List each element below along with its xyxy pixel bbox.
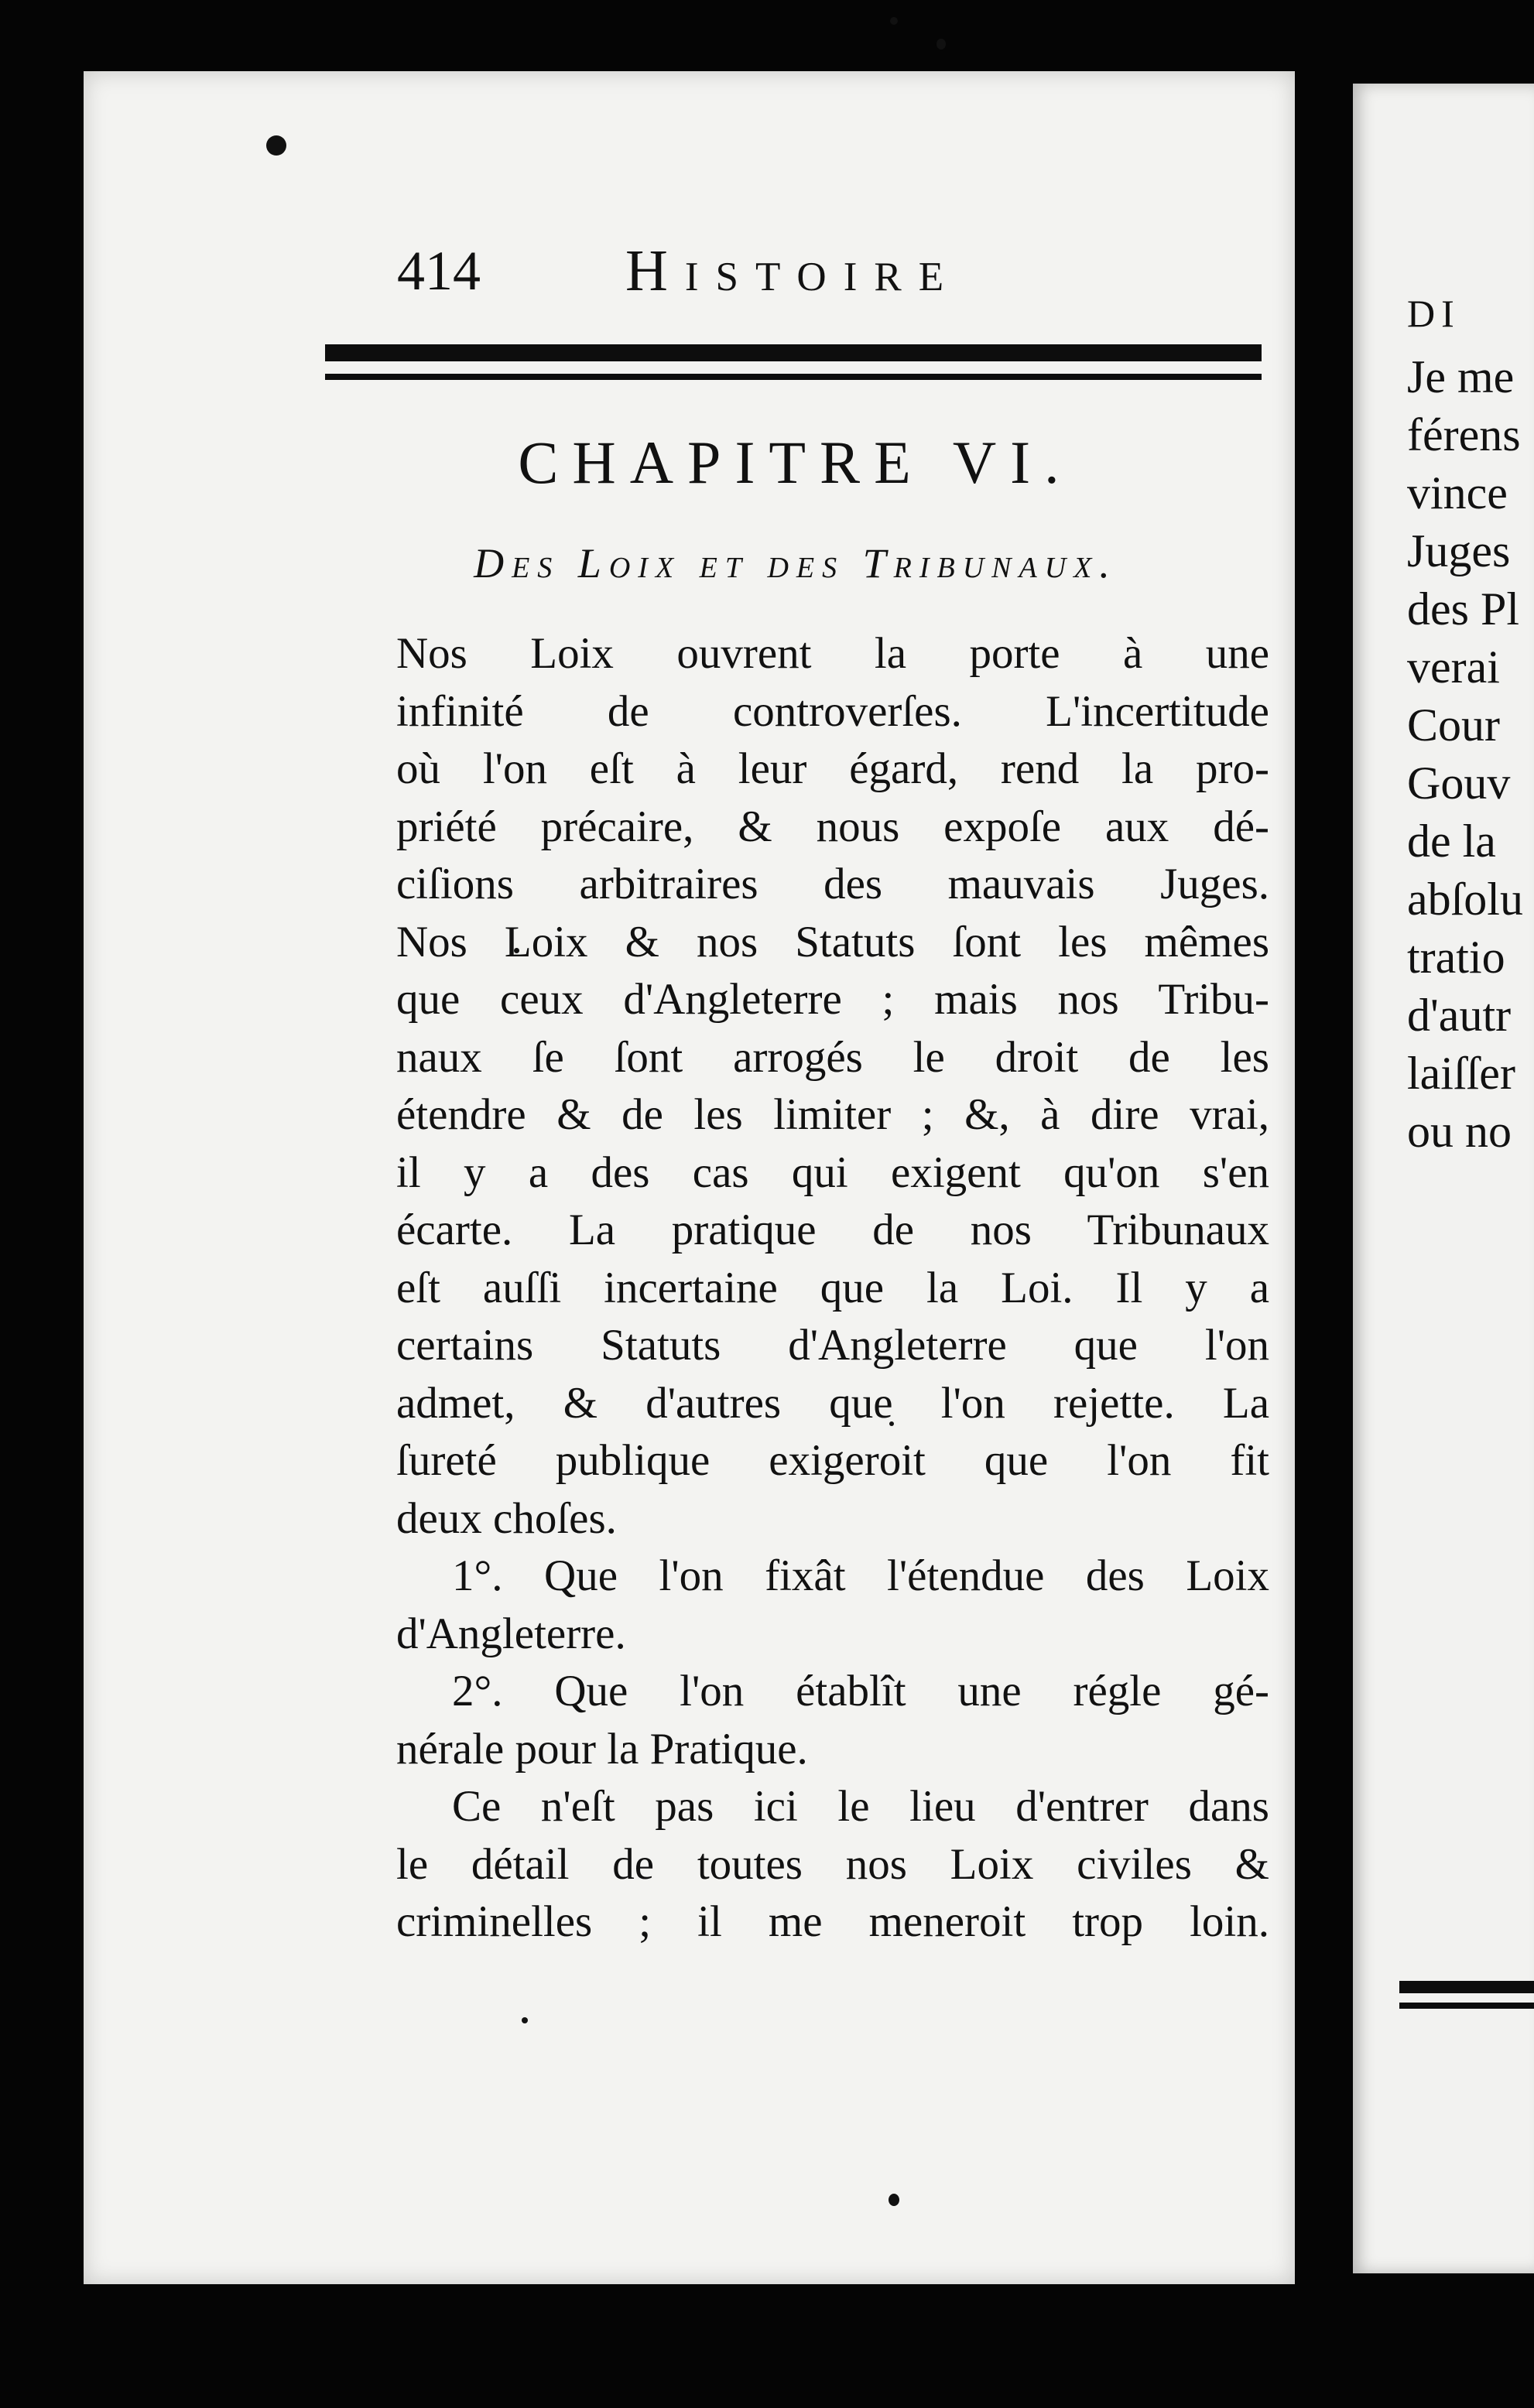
facing-page-line: Gouv (1407, 758, 1511, 809)
facing-page-line: tratio (1407, 932, 1505, 983)
facing-page-line: Je me (1407, 351, 1515, 402)
body-line: deux choſes. (396, 1493, 617, 1543)
ink-spot (266, 135, 286, 156)
body-text (396, 625, 1269, 1951)
facing-page-line: vince (1407, 467, 1508, 518)
header-rule-thick (325, 344, 1262, 361)
facing-page-line: des Pl (1407, 583, 1520, 634)
facing-page-line: férens (1407, 409, 1521, 460)
facing-page-line: verai (1407, 641, 1500, 693)
body-line: Nos Loix ouvrent la porte à une (396, 629, 1269, 678)
body-line: nérale pour la Pratique. (396, 1724, 808, 1774)
running-head: Histoire (625, 238, 961, 303)
facing-page-edge (1353, 84, 1534, 2273)
body-line: d'Angleterre. (396, 1609, 626, 1658)
body-line: ſureté publique exigeroit que l'on fit (396, 1436, 1269, 1485)
page-header (316, 232, 1268, 310)
body-line: naux ſe ſont arrogés le droit de les (396, 1032, 1269, 1082)
body-line: il y a des cas qui exigent qu'on s'en (396, 1148, 1269, 1197)
body-line: eſt auſſi incertaine que la Loi. Il y a (396, 1263, 1269, 1312)
ink-spot (889, 2194, 899, 2206)
facing-page-line: de la (1407, 816, 1496, 867)
body-line: le détail de toutes nos Loix civiles & (396, 1839, 1269, 1889)
speck (936, 39, 946, 50)
body-line: Ce n'eſt pas ici le lieu d'entrer dans (452, 1782, 1269, 1831)
body-line: où l'on eſt à leur égard, rend la pro- (396, 744, 1269, 793)
ink-spot (522, 2017, 528, 2023)
facing-page-line: abſolu (1407, 874, 1523, 925)
body-line: criminelles ; il me meneroit trop loin. (396, 1897, 1269, 1946)
body-line: priété précaire, & nous expoſe aux dé- (396, 802, 1269, 851)
speck (890, 17, 898, 25)
facing-page-line: Juges (1407, 525, 1511, 576)
body-line: infinité de controverſes. L'incertitude (396, 686, 1269, 736)
facing-page-line: DI (1407, 292, 1460, 335)
body-line: ciſions arbitraires des mauvais Juges. (396, 860, 1269, 908)
header-rule-thin (325, 374, 1262, 380)
facing-page-line: laiſſer (1407, 1048, 1515, 1099)
facing-page-line: d'autr (1407, 990, 1512, 1041)
body-line: Nos Loix & nos Statuts ſont les mêmes (396, 917, 1269, 966)
chapter-subtitle: Des Loix et des Tribunaux. (474, 540, 1118, 587)
body-line: 1°. Que l'on fixât l'étendue des Loix (452, 1551, 1269, 1600)
body-line: écarte. La pratique de nos Tribunaux (396, 1206, 1269, 1254)
body-line: certains Statuts d'Angleterre que l'on (396, 1321, 1269, 1370)
facing-page-rule (1399, 2003, 1534, 2009)
body-line: que ceux d'Angleterre ; mais nos Tribu- (396, 975, 1269, 1024)
page-number: 414 (397, 240, 481, 302)
facing-page-rule (1399, 1981, 1534, 1993)
facing-page-line: Cour (1407, 699, 1500, 751)
body-line: étendre & de les limiter ; &, à dire vrai, (396, 1090, 1269, 1139)
facing-page-line: ou no (1407, 1106, 1512, 1157)
body-line: admet, & d'autres que l'on rejette. La (396, 1378, 1269, 1428)
chapter-title: CHAPITRE VI. (518, 429, 1073, 496)
body-line: 2°. Que l'on établît une régle gé- (452, 1667, 1269, 1715)
